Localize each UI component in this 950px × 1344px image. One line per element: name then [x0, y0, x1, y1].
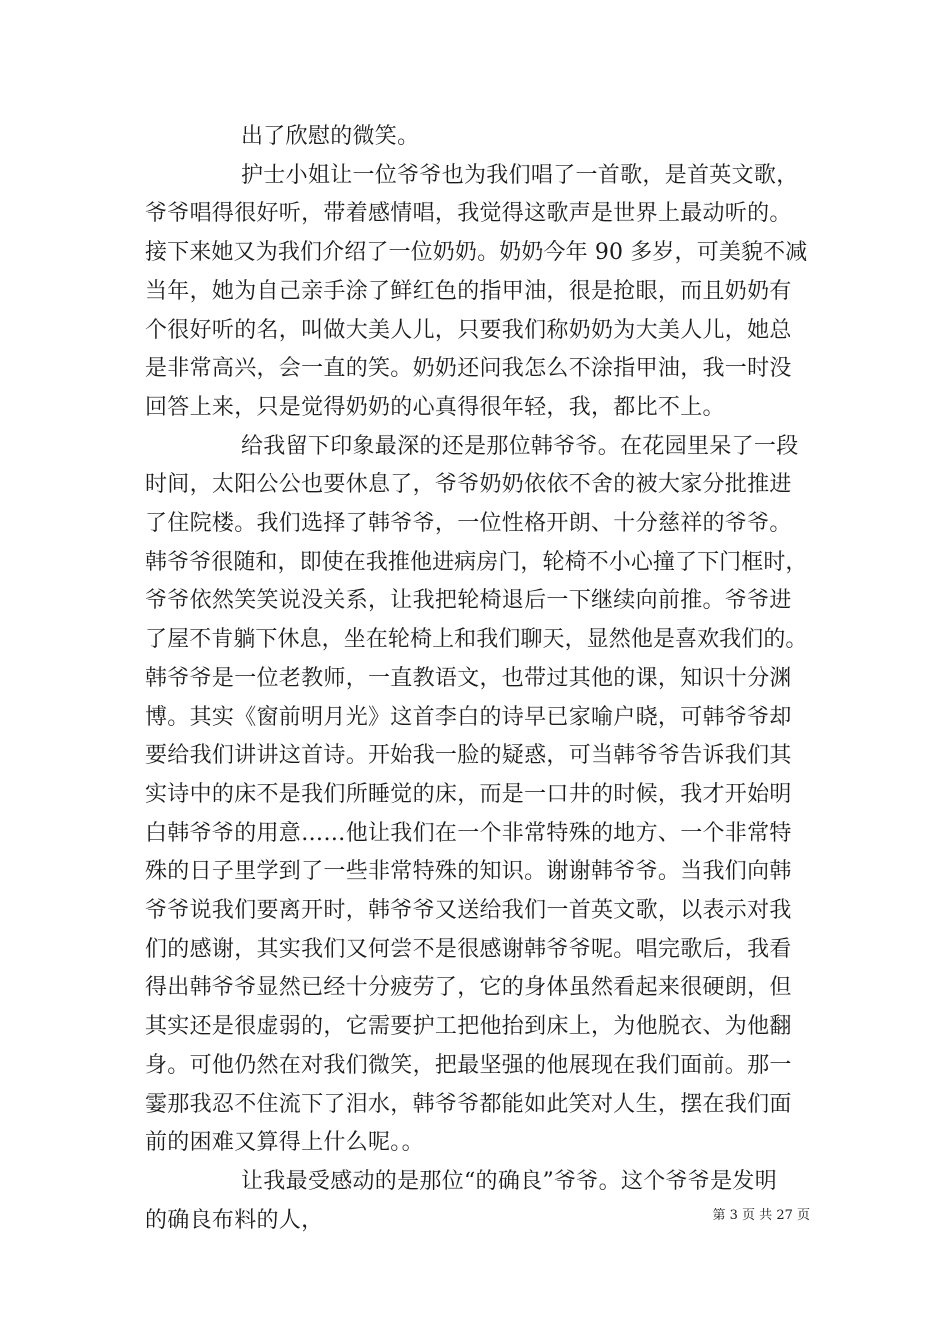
- text-line: 爷爷说我们要离开时，韩爷爷又送给我们一首英文歌，以表示对我: [145, 898, 792, 924]
- text-line: 的确良布料的人，: [145, 1207, 324, 1233]
- body-text: [145, 118, 809, 1240]
- text-line: 身。可他仍然在对我们微笑，把最坚强的他展现在我们面前。那一: [145, 1052, 792, 1078]
- text-line: 爷爷唱得很好听，带着感情唱，我觉得这歌声是世界上最动听的。: [145, 201, 792, 227]
- text-line: 博。其实《窗前明月光》这首李白的诗早已家喻户晓，可韩爷爷却: [145, 704, 792, 730]
- text-line: 回答上来，只是觉得奶奶的心真得很年轻，我，都比不上。: [145, 394, 725, 420]
- paragraph-start-line: 护士小姐让一位爷爷也为我们唱了一首歌，是首英文歌，: [241, 162, 799, 188]
- text-line: 出了欣慰的微笑。: [241, 124, 420, 149]
- text-line: 爷爷依然笑笑说没关系，让我把轮椅退后一下继续向前推。爷爷进: [145, 588, 792, 614]
- text-line: 实诗中的床不是我们所睡觉的床，而是一口井的时候，我才开始明: [145, 781, 792, 807]
- paragraph-start-line: 给我留下印象最深的还是那位韩爷爷。在花园里呆了一段: [241, 433, 799, 459]
- text-line: 当年，她为自己亲手涂了鲜红色的指甲油，很是抢眼，而且奶奶有: [145, 278, 792, 304]
- text-line: 殊的日子里学到了一些非常特殊的知识。谢谢韩爷爷。当我们向韩: [145, 859, 792, 885]
- text-line: 霎那我忍不住流下了泪水，韩爷爷都能如此笑对人生，摆在我们面: [145, 1091, 792, 1117]
- text-line: 接下来她又为我们介绍了一位奶奶。奶奶今年 90 多岁，可美貌不减: [145, 240, 808, 266]
- text-line: 韩爷爷是一位老教师，一直教语文，也带过其他的课，知识十分渊: [145, 665, 792, 691]
- text-line: 们的感谢，其实我们又何尝不是很感谢韩爷爷呢。唱完歌后，我看: [145, 936, 792, 962]
- page-number: 第 3 页 共 27 页: [712, 1208, 810, 1223]
- text-line: 其实还是很虚弱的，它需要护工把他抬到床上，为他脱衣、为他翻: [145, 1014, 792, 1040]
- text-line: 时间，太阳公公也要休息了，爷爷奶奶依依不舍的被大家分批推进: [145, 472, 792, 498]
- text-line: 了住院楼。我们选择了韩爷爷，一位性格开朗、十分慈祥的爷爷。: [145, 511, 792, 537]
- text-line: 是非常高兴，会一直的笑。奶奶还问我怎么不涂指甲油，我一时没: [145, 356, 792, 382]
- paragraph-start-line: 让我最受感动的是那位“的确良”爷爷。这个爷爷是发明: [241, 1168, 777, 1194]
- text-line: 要给我们讲讲这首诗。开始我一脸的疑惑，可当韩爷爷告诉我们其: [145, 743, 792, 769]
- text-line: 前的困难又算得上什么呢。。: [145, 1130, 424, 1156]
- text-line: 韩爷爷很随和，即使在我推他进病房门，轮椅不小心撞了下门框时，: [145, 549, 808, 575]
- text-line: 了屋不肯躺下休息，坐在轮椅上和我们聊天，显然他是喜欢我们的。: [145, 627, 808, 653]
- text-line: 个很好听的名，叫做大美人儿，只要我们称奶奶为大美人儿，她总: [145, 317, 792, 343]
- text-line: 得出韩爷爷显然已经十分疲劳了，它的身体虽然看起来很硬朗，但: [145, 975, 792, 1001]
- text-line: 白韩爷爷的用意……他让我们在一个非常特殊的地方、一个非常特: [145, 820, 792, 846]
